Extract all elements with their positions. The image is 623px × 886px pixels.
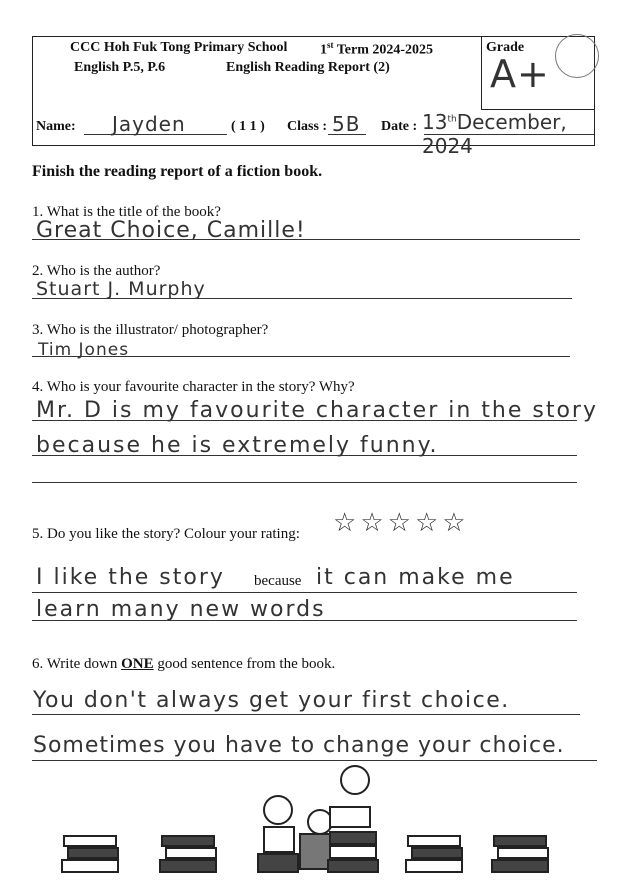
answer-6-line-2: Sometimes you have to change your choice.: [33, 733, 565, 758]
answer-6-line-1: You don't always get your first choice.: [33, 688, 510, 713]
name-label: Name:: [36, 119, 76, 134]
answer-2: Stuart J. Murphy: [36, 278, 206, 300]
question-6: 6. Write down ONE good sentence from the book.: [32, 656, 336, 672]
question-3: 3. Who is the illustrator/ photographer?: [32, 322, 269, 338]
star-rating[interactable]: [333, 508, 466, 538]
school-name: CCC Hoh Fuk Tong Primary School: [70, 40, 288, 55]
question-1: 1. What is the title of the book?: [32, 204, 221, 220]
book-stack-icon: [490, 832, 554, 876]
answer-4-line-1: Mr. D is my favourite character in the story: [36, 398, 598, 423]
answer-3: Tim Jones: [38, 340, 130, 360]
date-label: Date :: [381, 119, 418, 134]
report-title: English Reading Report (2): [226, 60, 390, 75]
grade-value: A+: [490, 52, 550, 96]
subject: English P.5, P.6: [74, 60, 166, 75]
class-label: Class :: [287, 119, 328, 134]
answer-4-line-2: because he is extremely funny.: [36, 433, 439, 458]
grade-label: Grade: [486, 40, 525, 55]
instruction: Finish the reading report of a fiction book.: [32, 163, 323, 180]
answer-5-hand: I like the story: [36, 565, 225, 590]
star-icon[interactable]: ☆: [442, 508, 466, 537]
star-icon[interactable]: ☆: [360, 508, 384, 537]
answer-5-line-2: learn many new words: [36, 597, 326, 622]
class-number: ( 1 1 ): [231, 119, 265, 134]
answer-1: Great Choice, Camille!: [36, 218, 306, 243]
question-5: 5. Do you like the story? Colour your rating:: [32, 526, 300, 542]
children-reading-illustration: [250, 762, 390, 877]
book-stack-icon: [404, 832, 468, 876]
question-4: 4. Who is your favourite character in the story? Why?: [32, 379, 355, 395]
term: 1st Term 2024-2025: [320, 40, 434, 58]
class-value: 5B: [332, 112, 361, 136]
answer-5-rest: it can make me: [316, 565, 515, 590]
star-icon[interactable]: ☆: [387, 508, 411, 537]
book-stack-icon: [158, 832, 222, 876]
star-icon[interactable]: ☆: [333, 508, 357, 537]
teacher-stamp: [555, 34, 599, 78]
answer-5-because: because: [254, 573, 302, 589]
book-stack-icon: [60, 832, 124, 876]
star-icon[interactable]: ☆: [414, 508, 439, 537]
date-value: 13thDecember, 2024: [422, 110, 567, 158]
question-2: 2. Who is the author?: [32, 263, 161, 279]
name-value: Jayden: [112, 112, 186, 136]
